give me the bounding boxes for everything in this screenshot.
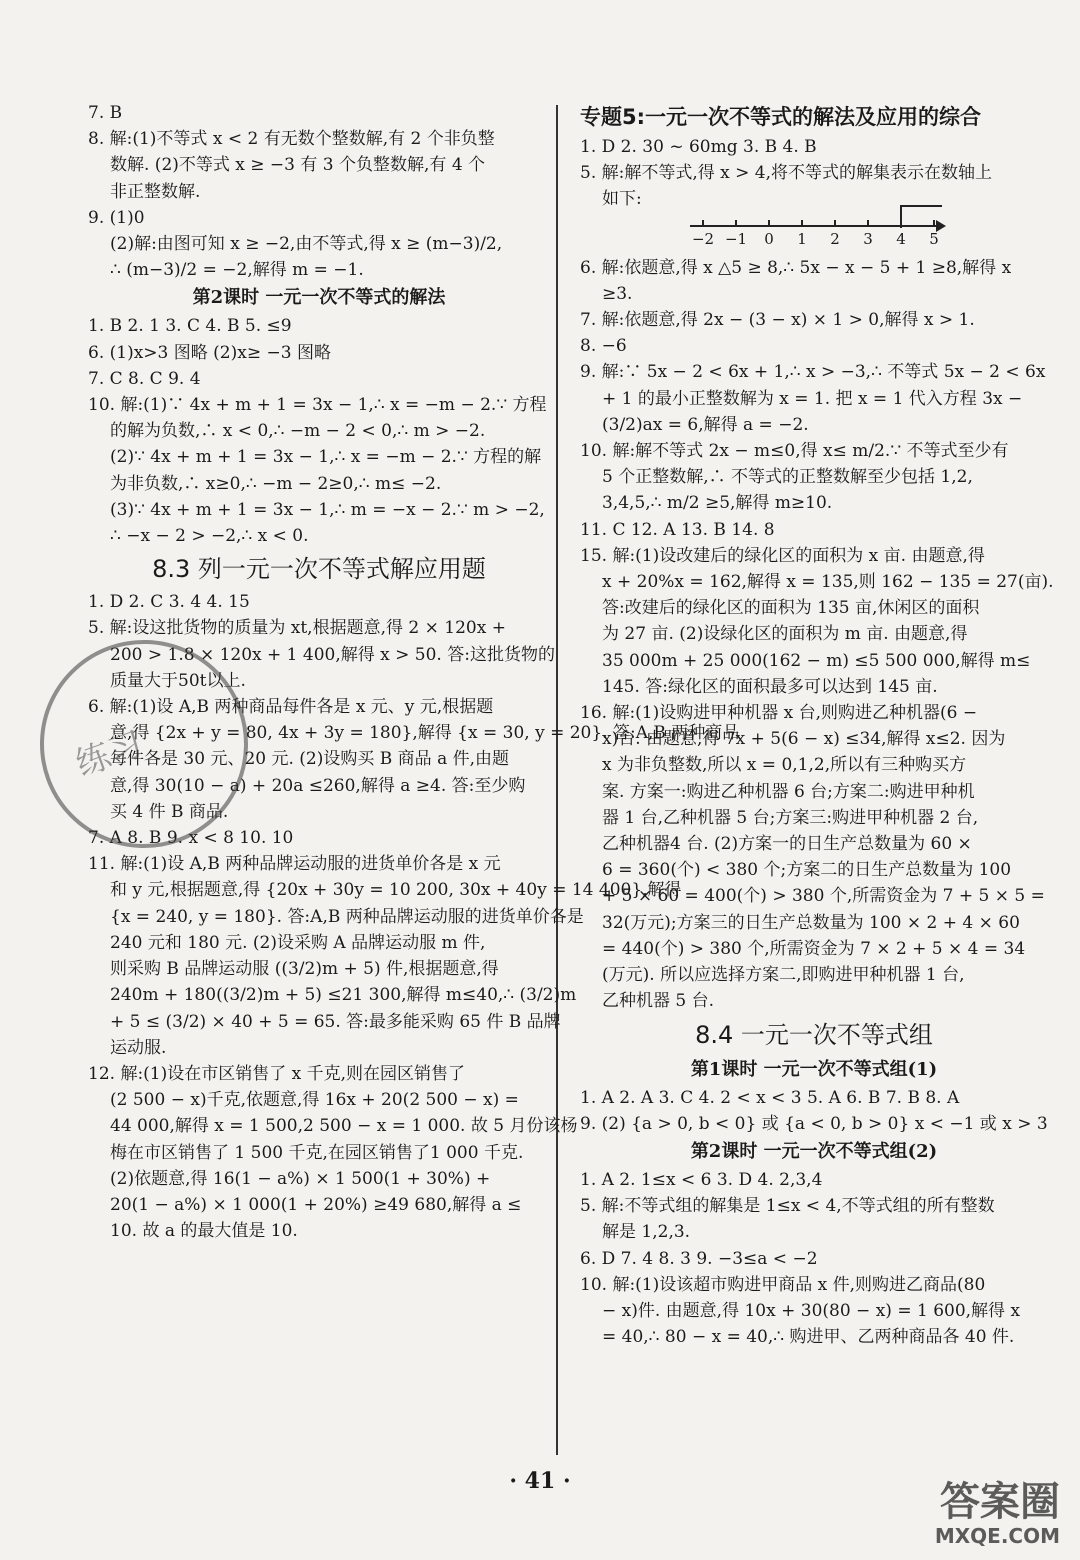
number-line-tick (834, 220, 836, 227)
column-divider (556, 105, 558, 1455)
number-line-tick (768, 220, 770, 227)
left-text-line: 44 000,解得 x = 1 500,2 500 − x = 1 000. 故 5 月份该杨 (110, 1116, 578, 1137)
left-text-line: 8. 解:(1)不等式 x < 2 有无数个整数解,有 2 个非负整 (88, 129, 495, 150)
number-line (690, 213, 950, 255)
number-line-label: −1 (724, 229, 748, 248)
right-text-line: 乙种机器 5 台. (602, 991, 715, 1012)
left-text-line: 第2课时 一元一次不等式的解法 (192, 287, 446, 309)
right-text-line: 1. D 2. 30 ~ 60mg 3. B 4. B (580, 137, 817, 157)
left-text-line: (3)∵ 4x + m + 1 = 3x − 1,∴ m = −x − 2.∵ m > −2, (110, 499, 545, 520)
right-text-line: 器 1 台,乙种机器 5 台;方案三:购进甲种机器 2 台, (602, 807, 979, 828)
right-text-line: 解是 1,2,3. (602, 1222, 691, 1243)
right-text-line: 3,4,5,∴ m/2 ≥5,解得 m≥10. (602, 493, 833, 514)
right-text-line: 7. 解:依题意,得 2x − (3 − x) × 1 > 0,解得 x > 1. (580, 310, 975, 331)
left-text-line: 10. 故 a 的最大值是 10. (110, 1221, 298, 1242)
right-text-line: ≥3. (602, 283, 633, 304)
right-text-line: 8. −6 (580, 336, 627, 357)
left-text-line: 8.3 列一元一次不等式解应用题 (152, 555, 486, 584)
right-text-line: = 440(个) > 380 个,所需资金为 7 × 2 + 5 × 4 = 34 (602, 938, 1026, 959)
right-text-line: 6 = 360(个) < 380 个;方案二的日生产总数量为 100 (602, 860, 1012, 881)
left-text-line: ∴ (m−3)/2 = −2,解得 m = −1. (110, 260, 364, 281)
right-text-line: 15. 解:(1)设改建后的绿化区的面积为 x 亩. 由题意,得 (580, 545, 985, 566)
left-text-line: (2)解:由图可知 x ≥ −2,由不等式,得 x ≥ (m−3)/2, (110, 234, 503, 255)
right-text-line: x)台. 由题意,得 7x + 5(6 − x) ≤34,解得 x≤2. 因为 (602, 729, 1006, 750)
right-text-line: (3/2)ax = 6,解得 a = −2. (602, 414, 809, 435)
left-text-line: 240 元和 180 元. (2)设采购 A 品牌运动服 m 件, (110, 932, 486, 953)
right-text-line: 32(万元);方案三的日生产总数量为 100 × 2 + 4 × 60 (602, 912, 1020, 933)
right-text-line: 10. 解:(1)设该超市购进甲商品 x 件,则购进乙商品(80 (580, 1274, 986, 1295)
left-text-line: + 5 ≤ (3/2) × 40 + 5 = 65. 答:最多能采购 65 件 B 品牌 (110, 1011, 561, 1032)
right-column-bottom (580, 255, 1054, 1351)
left-text-line: ∴ −x − 2 > −2,∴ x < 0. (110, 526, 309, 547)
number-line-label: −2 (691, 229, 715, 248)
left-text-line: 1. D 2. C 3. 4 4. 15 (88, 592, 250, 613)
right-text-line: 案. 方案一:购进乙种机器 6 台;方案二:购进甲种机 (602, 781, 975, 802)
left-text-line: (2)依题意,得 16(1 − a%) × 1 500(1 + 30%) + (110, 1168, 491, 1189)
solution-set-bracket (900, 205, 942, 228)
left-text-line: 和 y 元,根据题意,得 {20x + 30y = 10 200, 30x + 40y = 14 400},解得 (110, 880, 682, 901)
right-text-line: 为 27 亩. (2)设绿化区的面积为 m 亩. 由题意,得 (602, 624, 968, 645)
number-line-tick (702, 220, 704, 227)
left-text-line: 意,得 {2x + y = 80, 4x + 3y = 180},解得 {x = 30, y = 20}. 答:A,B 两种商品 (110, 723, 740, 744)
number-line-label: 3 (863, 229, 873, 248)
right-text-line: 5. 解:不等式组的解集是 1≤x < 4,不等式组的所有整数 (580, 1196, 995, 1217)
left-text-line: 7. A 8. B 9. x < 8 10. 10 (88, 828, 294, 849)
right-text-line: + 1 的最小正整数解为 x = 1. 把 x = 1 代入方程 3x − (602, 388, 1023, 409)
left-text-line: 9. (1)0 (88, 207, 145, 228)
right-text-line: 答:改建后的绿化区的面积为 135 亩,休闲区的面积 (602, 598, 980, 619)
left-text-line: 5. 解:设这批货物的质量为 xt,根据题意,得 2 × 120x + (88, 618, 506, 639)
left-text-line: 质量大于50t以上. (110, 670, 246, 691)
right-column-top (580, 100, 1048, 213)
right-text-line: 11. C 12. A 13. B 14. 8 (580, 519, 775, 540)
number-line-label: 5 (929, 229, 939, 248)
right-text-line: − x)件. 由题意,得 10x + 30(80 − x) = 1 600,解得 x (602, 1300, 1021, 1321)
left-text-line: 20(1 − a%) × 1 000(1 + 20%) ≥49 680,解得 a ≤ (110, 1194, 522, 1215)
left-text-line: 12. 解:(1)设在市区销售了 x 千克,则在园区销售了 (88, 1063, 466, 1084)
right-text-line: 第1课时 一元一次不等式组(1) (690, 1058, 938, 1080)
left-text-line: (2 500 − x)千克,依题意,得 16x + 20(2 500 − x) = (110, 1090, 519, 1111)
right-text-line: 5 个正整数解,∴ 不等式的正整数解至少包括 1,2, (602, 467, 973, 488)
right-text-line: 5. 解:解不等式,得 x > 4,将不等式的解集表示在数轴上 (580, 163, 993, 184)
right-text-line: 如下: (602, 189, 642, 210)
right-column (580, 100, 1054, 1350)
left-text-line: 梅在市区销售了 1 500 千克,在园区销售了1 000 千克. (110, 1142, 524, 1163)
stamp-text: 练习 (70, 724, 149, 785)
left-text-line: 7. C 8. C 9. 4 (88, 368, 201, 389)
left-text-line: 运动服. (110, 1037, 167, 1058)
page-number: · 41 · (509, 1468, 571, 1494)
left-text-line: 10. 解:(1)∵ 4x + m + 1 = 3x − 1,∴ x = −m − 2.∵ 方程 (88, 395, 547, 416)
number-line-label: 1 (797, 229, 807, 248)
right-text-line: 乙种机器4 台. (2)方案一的日生产总数量为 60 × (602, 834, 972, 855)
right-text-line: = 40,∴ 80 − x = 40,∴ 购进甲、乙两种商品各 40 件. (602, 1327, 1015, 1348)
right-text-line: 6. 解:依题意,得 x △5 ≥ 8,∴ 5x − x − 5 + 1 ≥8,解得 x (580, 257, 1012, 278)
right-text-line: x 为非负整数,所以 x = 0,1,2,所以有三种购买方 (602, 755, 967, 776)
number-line-tick (867, 220, 869, 227)
right-text-line: 16. 解:(1)设购进甲种机器 x 台,则购进乙种机器(6 − (580, 703, 978, 724)
left-text-line: 11. 解:(1)设 A,B 两种品牌运动服的进货单价各是 x 元 (88, 854, 501, 875)
right-text-line: 专题5:一元一次不等式的解法及应用的综合 (580, 105, 982, 129)
right-text-line: (万元). 所以应选择方案二,即购进甲种机器 1 台, (602, 965, 965, 986)
right-text-line: + 5 × 60 = 400(个) > 380 个,所需资金为 7 + 5 × 5 = (602, 886, 1045, 907)
right-text-line: 9. 解:∵ 5x − 2 < 6x + 1,∴ x > −3,∴ 不等式 5x − 2 < 6x (580, 362, 1046, 383)
right-text-line: 6. D 7. 4 8. 3 9. −3≤a < −2 (580, 1248, 818, 1269)
right-text-line: 1. A 2. A 3. C 4. 2 < x < 3 5. A 6. B 7. B 8. A (580, 1087, 960, 1108)
left-text-line: 1. B 2. 1 3. C 4. B 5. ≤9 (88, 316, 292, 337)
right-text-line: 145. 答:绿化区的面积最多可以达到 145 亩. (602, 676, 938, 697)
left-text-line: {x = 240, y = 180}. 答:A,B 两种品牌运动服的进货单价各是 (110, 906, 584, 927)
left-text-line: 7. B (88, 103, 123, 123)
left-text-line: 非正整数解. (110, 181, 201, 202)
watermark-url: MXQE.COM (934, 1524, 1060, 1548)
number-line-label: 4 (896, 229, 906, 248)
right-text-line: 10. 解:解不等式 2x − m≤0,得 x≤ m/2.∵ 不等式至少有 (580, 441, 1009, 462)
left-text-line: 200 > 1.8 × 120x + 1 400,解得 x > 50. 答:这批货物的 (110, 644, 555, 665)
left-text-line: 买 4 件 B 商品. (110, 801, 229, 822)
left-text-line: 则采购 B 品牌运动服 ((3/2)m + 5) 件,根据题意,得 (110, 959, 499, 980)
number-line-tick (735, 220, 737, 227)
number-line-label: 2 (830, 229, 840, 248)
watermark-logo (935, 1480, 1060, 1548)
left-text-line: 意,得 30(10 − a) + 20a ≤260,解得 a ≥4. 答:至少购 (110, 775, 526, 796)
left-text-line: 为非负数,∴ x≥0,∴ −m − 2≥0,∴ m≤ −2. (110, 473, 442, 494)
right-text-line: 9. (2) {a > 0, b < 0} 或 {a < 0, b > 0} x < −1 或 x > 3 (580, 1113, 1048, 1134)
number-line-tick (801, 220, 803, 227)
right-text-line: 1. A 2. 1≤x < 6 3. D 4. 2,3,4 (580, 1169, 823, 1190)
left-text-line: (2)∵ 4x + m + 1 = 3x − 1,∴ x = −m − 2.∵ 方程的解 (110, 447, 542, 468)
right-text-line: x + 20%x = 162,解得 x = 135,则 162 − 135 = 27(亩). (602, 572, 1054, 593)
right-text-line: 8.4 一元一次不等式组 (695, 1020, 933, 1049)
left-text-line: 每件各是 30 元、20 元. (2)设购买 B 商品 a 件,由题 (110, 749, 510, 770)
right-text-line: 第2课时 一元一次不等式组(2) (690, 1140, 938, 1162)
left-text-line: 6. 解:(1)设 A,B 两种商品每件各是 x 元、y 元,根据题 (88, 697, 494, 718)
number-line-label: 0 (764, 229, 774, 248)
watermark-title: 答案圈 (940, 1479, 1060, 1525)
right-text-line: 35 000m + 25 000(162 − m) ≤5 500 000,解得 m≤ (602, 650, 1031, 671)
left-text-line: 的解为负数,∴ x < 0,∴ −m − 2 < 0,∴ m > −2. (110, 421, 486, 442)
left-text-line: 数解. (2)不等式 x ≥ −3 有 3 个负整数解,有 4 个 (110, 155, 486, 176)
left-text-line: 240m + 180((3/2)m + 5) ≤21 300,解得 m≤40,∴ (3/2)m (110, 985, 577, 1006)
left-text-line: 6. (1)x>3 图略 (2)x≥ −3 图略 (88, 342, 331, 363)
